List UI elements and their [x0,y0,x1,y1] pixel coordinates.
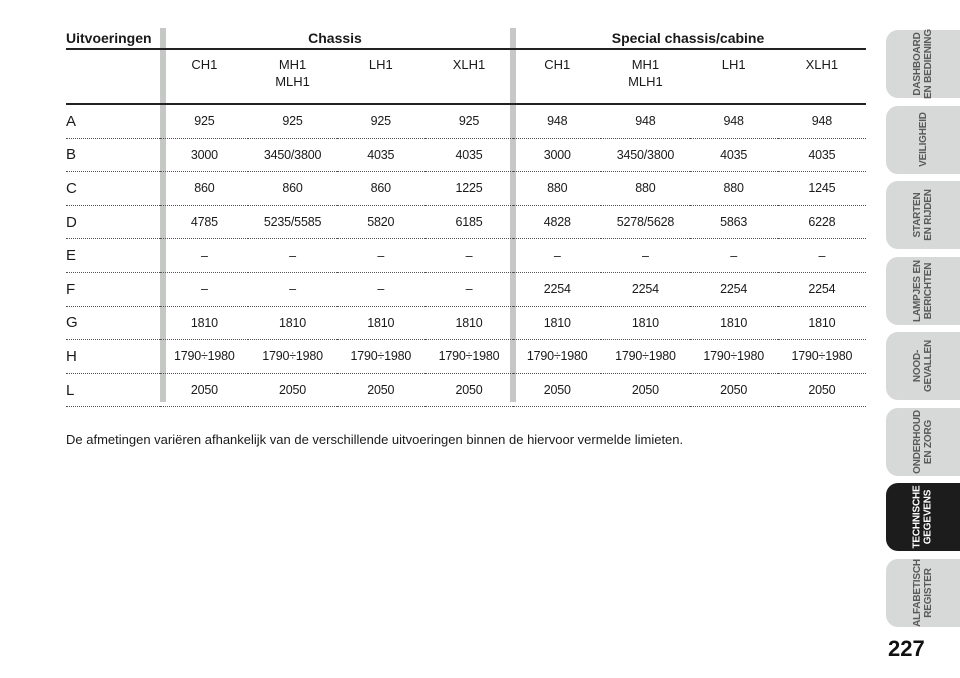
table-cell: 1790÷1980 [513,340,601,374]
column-header [337,50,425,104]
table-cell: 5235/5585 [248,205,336,239]
table-cell: 860 [248,172,336,206]
table-cell: 925 [337,104,425,138]
table-cell: – [160,272,248,306]
column-header [248,50,336,104]
table-cell: – [601,239,689,273]
table-cell: 2050 [690,373,778,407]
table-cell: 948 [690,104,778,138]
column-header-line1: LH1 [368,57,393,72]
table-cell: 3000 [160,138,248,172]
table-cell: – [425,239,513,273]
column-header [690,50,778,104]
table-cell: 1790÷1980 [778,340,866,374]
chapter-tab[interactable] [886,332,960,400]
table-cell: 2050 [601,373,689,407]
table-row [66,104,866,138]
column-header-empty [66,50,160,104]
table-row [66,205,866,239]
table-cell: 1790÷1980 [425,340,513,374]
table-cell: 948 [778,104,866,138]
table-cell: 860 [160,172,248,206]
table-cell: 1790÷1980 [160,340,248,374]
table-cell: 880 [513,172,601,206]
dimensions-table-section [66,26,866,407]
table-cell: – [513,239,601,273]
table-cell: 925 [160,104,248,138]
table-cell: 1790÷1980 [337,340,425,374]
row-label: B [66,138,160,172]
table-cell: 948 [601,104,689,138]
table-cell: 1790÷1980 [601,340,689,374]
table-cell: 2254 [690,272,778,306]
table-cell: 1245 [778,172,866,206]
table-cell: – [160,239,248,273]
row-label: F [66,272,160,306]
table-row [66,239,866,273]
table-cell: 1810 [248,306,336,340]
table-cell: 3450/3800 [601,138,689,172]
table-cell: – [248,272,336,306]
column-header-line1: LH1 [721,57,746,72]
table-cell: 5278/5628 [601,205,689,239]
table-cell: 5863 [690,205,778,239]
table-cell: 1790÷1980 [690,340,778,374]
table-cell: 1810 [778,306,866,340]
table-cell: – [690,239,778,273]
table-cell: 3000 [513,138,601,172]
chapter-tab[interactable] [886,559,960,627]
chapter-tab-label: VEILIGHEID [917,112,929,167]
table-cell: 1810 [513,306,601,340]
table-cell: 4035 [337,138,425,172]
table-cell: 860 [337,172,425,206]
table-row [66,172,866,206]
footnote: De afmetingen variëren afhankelijk van de verschillende uitvoeringen binnen de hiervoor vermelde limieten. [66,432,684,447]
column-header-line1: XLH1 [805,57,839,72]
page-number: 227 [888,636,925,661]
table-cell: 2050 [425,373,513,407]
table-cell: 1810 [337,306,425,340]
column-header-line2: MLH1 [275,74,310,89]
column-header [160,50,248,104]
table-cell: 925 [425,104,513,138]
table-cell: 4828 [513,205,601,239]
table-cell: 880 [601,172,689,206]
table-row [66,272,866,306]
table-cell: 1810 [601,306,689,340]
chapter-tab[interactable] [886,257,960,325]
row-label: H [66,340,160,374]
column-header-line1: CH1 [544,57,571,72]
chapter-tab[interactable] [886,106,960,174]
column-header-line1: CH1 [191,57,218,72]
column-header [778,50,866,104]
table-row [66,373,866,407]
row-label: G [66,306,160,340]
table-cell: – [337,272,425,306]
table-header-group [66,26,866,50]
chapter-tab-label: TECHNISCHE GEGEVENS [911,485,934,549]
table-cell: 2050 [778,373,866,407]
table-cell: 2254 [601,272,689,306]
chapter-tab-label: LAMPJES EN BERICHTEN [912,259,934,322]
chapter-tab-label: STARTEN EN RIJDEN [911,189,934,241]
table-cell: 2254 [513,272,601,306]
table-cell: 2050 [160,373,248,407]
table-cell: 1790÷1980 [248,340,336,374]
variants-heading: Uitvoeringen [66,30,152,46]
table-row [66,138,866,172]
table-cell: 948 [513,104,601,138]
table-cell: 1810 [425,306,513,340]
table-cell: 4035 [690,138,778,172]
table-cell: – [425,272,513,306]
table-body [66,104,866,407]
table-cell: 880 [690,172,778,206]
chapter-tab-label: ONDERHOUD EN ZORG [911,409,934,474]
row-label: C [66,172,160,206]
dimensions-table [66,50,866,407]
table-row [66,306,866,340]
table-row [66,340,866,374]
table-cell: 1225 [425,172,513,206]
table-cell: 6185 [425,205,513,239]
column-header-line1: MH1 [631,57,660,72]
chapter-tab[interactable] [886,30,960,98]
table-cell: – [778,239,866,273]
table-cell: 2254 [778,272,866,306]
chapter-tab[interactable] [886,181,960,249]
chapter-tab[interactable] [886,408,960,476]
table-cell: 4035 [778,138,866,172]
row-label: E [66,239,160,273]
chapter-tab-label: NOOD- GEVALLEN [911,339,934,393]
row-label: D [66,205,160,239]
chapter-tab-label: ALFABETISCH REGISTER [912,558,934,627]
table-cell: – [248,239,336,273]
table-cell: 5820 [337,205,425,239]
column-header-line2: MLH1 [628,74,663,89]
row-label: A [66,104,160,138]
table-cell: 3450/3800 [248,138,336,172]
table-cell: 2050 [513,373,601,407]
column-header [425,50,513,104]
column-header-line1: XLH1 [452,57,486,72]
column-header-row [66,50,866,104]
table-cell: 1810 [160,306,248,340]
table-cell: 2050 [248,373,336,407]
chapter-tab-label: DASHBOARD EN BEDIENING [912,29,934,99]
table-cell: 2050 [337,373,425,407]
special-chassis-heading: Special chassis/cabine [611,30,765,46]
table-cell: – [337,239,425,273]
table-cell: 6228 [778,205,866,239]
column-header [513,50,601,104]
table-cell: 4785 [160,205,248,239]
table-cell: 1810 [690,306,778,340]
chapter-tab[interactable] [886,483,960,551]
column-header-line1: MH1 [278,57,307,72]
chassis-heading: Chassis [308,30,362,46]
header-rule [66,48,866,50]
table-cell: 925 [248,104,336,138]
row-label: L [66,373,160,407]
table-cell: 4035 [425,138,513,172]
column-header [601,50,689,104]
